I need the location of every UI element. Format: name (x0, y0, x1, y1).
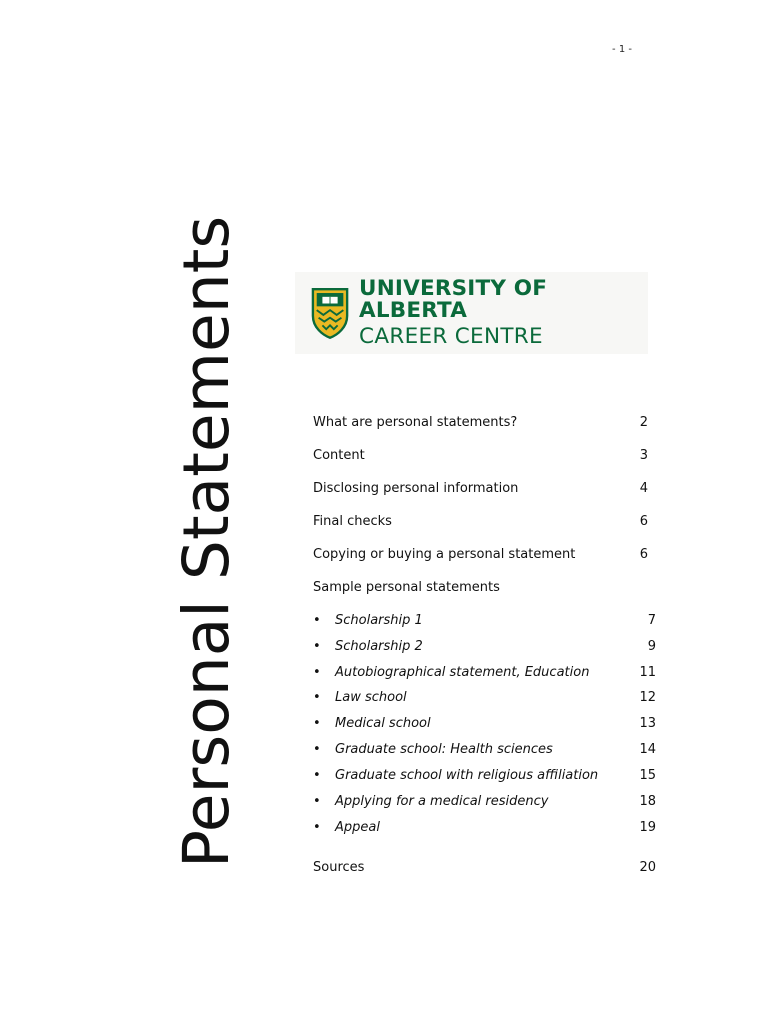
toc-sub-entry[interactable] (313, 794, 658, 814)
crest-icon (311, 286, 349, 340)
bullet-icon: • (313, 768, 321, 783)
toc-page: 3 (639, 448, 648, 463)
toc-entry[interactable] (313, 415, 658, 435)
toc-label: Final checks (313, 514, 392, 529)
toc-sub-entry[interactable] (313, 742, 658, 762)
bullet-icon: • (313, 639, 321, 654)
toc-page: 11 (639, 665, 656, 680)
bullet-icon: • (313, 665, 321, 680)
document-title: Personal Statements (170, 215, 243, 868)
toc-page: 7 (647, 613, 656, 628)
toc-page: 15 (639, 768, 656, 783)
toc-sub-entry[interactable] (313, 690, 658, 710)
toc-section-heading (313, 580, 658, 600)
logo-university-name: UNIVERSITY OF ALBERTA (359, 275, 548, 324)
toc-label: Graduate school: Health sciences (335, 742, 553, 757)
toc-label: Content (313, 448, 365, 463)
toc-label: Graduate school with religious affiliation (335, 768, 599, 783)
toc-page: 14 (639, 742, 656, 757)
toc-entry[interactable] (313, 860, 658, 880)
bullet-icon: • (313, 716, 321, 731)
toc-entry[interactable] (313, 514, 658, 534)
toc-entry[interactable] (313, 481, 658, 501)
toc-entry[interactable] (313, 547, 658, 567)
toc-label: Applying for a medical residency (335, 794, 549, 809)
toc-label: What are personal statements? (313, 415, 518, 430)
toc-label: Disclosing personal information (313, 481, 519, 496)
toc-sub-entry[interactable] (313, 639, 658, 659)
toc-entry[interactable] (313, 448, 658, 468)
toc-label: Sources (313, 860, 365, 875)
toc-sub-entry[interactable] (313, 820, 658, 840)
toc-page: 18 (639, 794, 656, 809)
toc-label: Autobiographical statement, Education (335, 665, 590, 680)
toc-page: 9 (647, 639, 656, 654)
toc-label: Appeal (335, 820, 380, 835)
bullet-icon: • (313, 820, 321, 835)
toc-page: 19 (639, 820, 656, 835)
toc-sub-entry[interactable] (313, 716, 658, 736)
bullet-icon: • (313, 613, 321, 628)
toc-label: Copying or buying a personal statement (313, 547, 576, 562)
toc-label: Scholarship 1 (335, 613, 423, 628)
toc-sub-entry[interactable] (313, 768, 658, 788)
bullet-icon: • (313, 690, 321, 705)
toc-sub-entry[interactable] (313, 665, 658, 685)
logo-career-centre: CAREER CENTRE (359, 323, 543, 349)
toc-page: 6 (639, 514, 648, 529)
toc-label: Law school (335, 690, 407, 705)
toc-sub-entry[interactable] (313, 613, 658, 633)
toc-page: 20 (639, 860, 656, 875)
bullet-icon: • (313, 794, 321, 809)
toc-label: Scholarship 2 (335, 639, 423, 654)
university-logo (295, 272, 648, 354)
toc-label: Medical school (335, 716, 431, 731)
toc-page: 6 (639, 547, 648, 562)
page-number: - 1 - (612, 44, 632, 55)
toc-label: Sample personal statements (313, 580, 500, 595)
toc-page: 13 (639, 716, 656, 731)
toc-page: 4 (639, 481, 648, 496)
bullet-icon: • (313, 742, 321, 757)
toc-page: 12 (639, 690, 656, 705)
toc-page: 2 (639, 415, 648, 430)
